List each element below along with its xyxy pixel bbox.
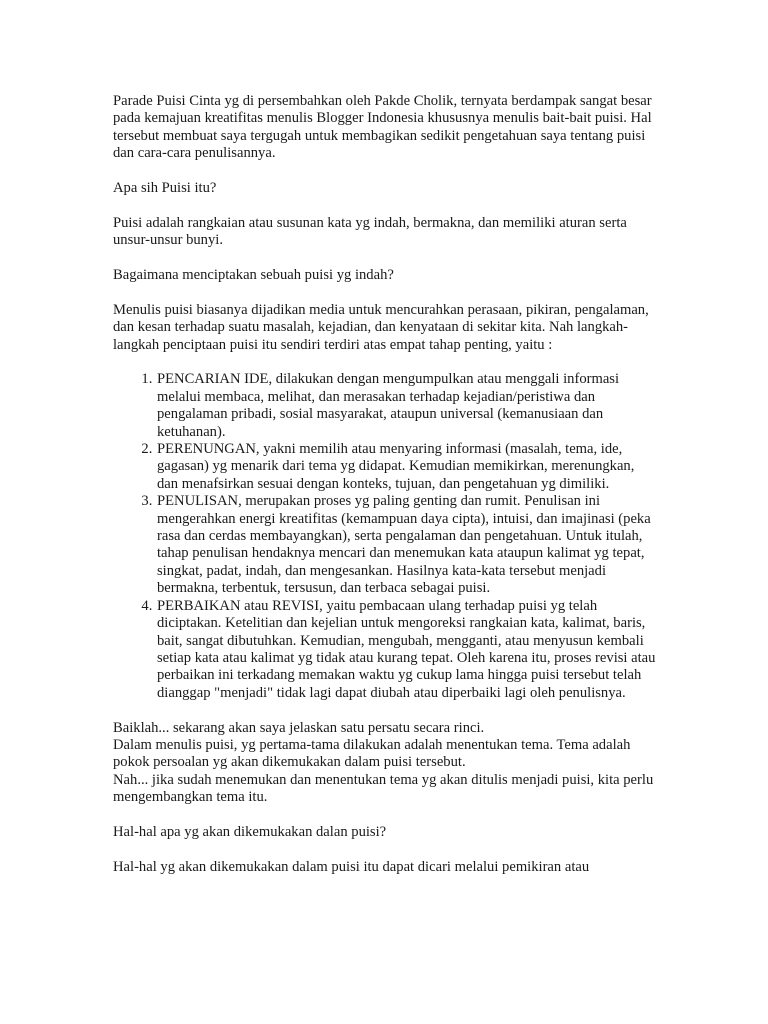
- detail-intro-line: Baiklah... sekarang akan saya jelaskan satu persatu secara rinci.: [113, 719, 485, 736]
- list-item-step-4: 4. PERBAIKAN atau REVISI, yaitu pembacaan ulang terhadap puisi yg telah diciptakan. Ketelitian dan kejelian untuk mengoreksi rangkaian kata, kalimat, baris, bait, sangat dibutuhkan. Kemudian, mengubah, mengganti, atau menyusun kembali setiap kata atau kalimat yg tidak atau kurang tepat. Oleh karena itu, proses revisi atau perbaikan ini terkadang memakan waktu yg cukup lama hingga puisi tersebut telah dianggap "menjadi" tidak lagi dapat diubah atau diperbaiki lagi oleh penulisnya.: [156, 598, 658, 702]
- steps-list: [113, 371, 658, 702]
- intro-paragraph: Parade Puisi Cinta yg di persembahkan oleh Pakde Cholik, ternyata berdampak sangat besar pada kemajuan kreatifitas menulis Blogger Indonesia khususnya menulis bait-bait puisi. Hal tersebut membuat saya tergugah untuk membagikan sedikit pengetahuan saya tentang puisi dan cara-cara penulisannya.: [113, 93, 652, 162]
- list-item-step-3: 3. PENULISAN, merupakan proses yg paling genting dan rumit. Penulisan ini mengerahkan energi kreatifitas (kemampuan daya cipta), intuisi, dan imajinasi (peka rasa dan cerdas membayangkan), serta pengalaman dan pengetahuan. Untuk itulah, tahap penulisan hendaknya mencari dan menemukan kata ataupun kalimat yg tepat, singkat, padat, indah, dan mengesankan. Hasilnya kata-kata tersebut menjadi bermakna, terbentuk, tersusun, dan terbaca sebagai puisi.: [156, 493, 658, 597]
- develop-theme-paragraph: Nah... jika sudah menemukan dan menentukan tema yg akan ditulis menjadi puisi, kita perlu mengembangkan tema itu.: [113, 771, 654, 806]
- list-item-step-1: 1. PENCARIAN IDE, dilakukan dengan mengumpulkan atau menggali informasi melalui membaca, melihat, dan merasakan terhadap kejadian/peristiwa dan pengalaman pribadi, sosial masyarakat, ataupun universal (kemanusiaan dan ketuhanan).: [156, 371, 658, 441]
- answer-how-to-create: Menulis puisi biasanya dijadikan media untuk mencurahkan perasaan, pikiran, pengalaman, dan kesan terhadap suatu masalah, kejadian, dan kenyataan di sekitar kita. Nah langkah-langkah penciptaan puisi itu sendiri terdiri atas empat tahap penting, yaitu :: [113, 301, 649, 353]
- question-what-is-poetry: Apa sih Puisi itu?: [113, 180, 217, 197]
- theme-paragraph: Dalam menulis puisi, yg pertama-tama dilakukan adalah menentukan tema. Tema adalah pokok persoalan yg akan dikemukakan dalam puisi tersebut.: [113, 736, 631, 771]
- question-what-to-express: Hal-hal apa yg akan dikemukakan dalan puisi?: [113, 823, 387, 840]
- answer-what-is-poetry: Puisi adalah rangkaian atau susunan kata yg indah, bermakna, dan memiliki aturan serta unsur-unsur bunyi.: [113, 214, 627, 249]
- question-how-to-create: Bagaimana menciptakan sebuah puisi yg indah?: [113, 267, 394, 284]
- answer-what-to-express: Hal-hal yg akan dikemukakan dalam puisi itu dapat dicari melalui pemikiran atau: [113, 858, 590, 875]
- document-page: [113, 93, 658, 894]
- list-item-step-2: 2. PERENUNGAN, yakni memilih atau menyaring informasi (masalah, tema, ide, gagasan) yg menarik dari tema yg didapat. Kemudian memikirkan, merenungkan, dan menafsirkan sesuai dengan konteks, tujuan, dan pengetahuan yg dimiliki.: [156, 441, 658, 493]
